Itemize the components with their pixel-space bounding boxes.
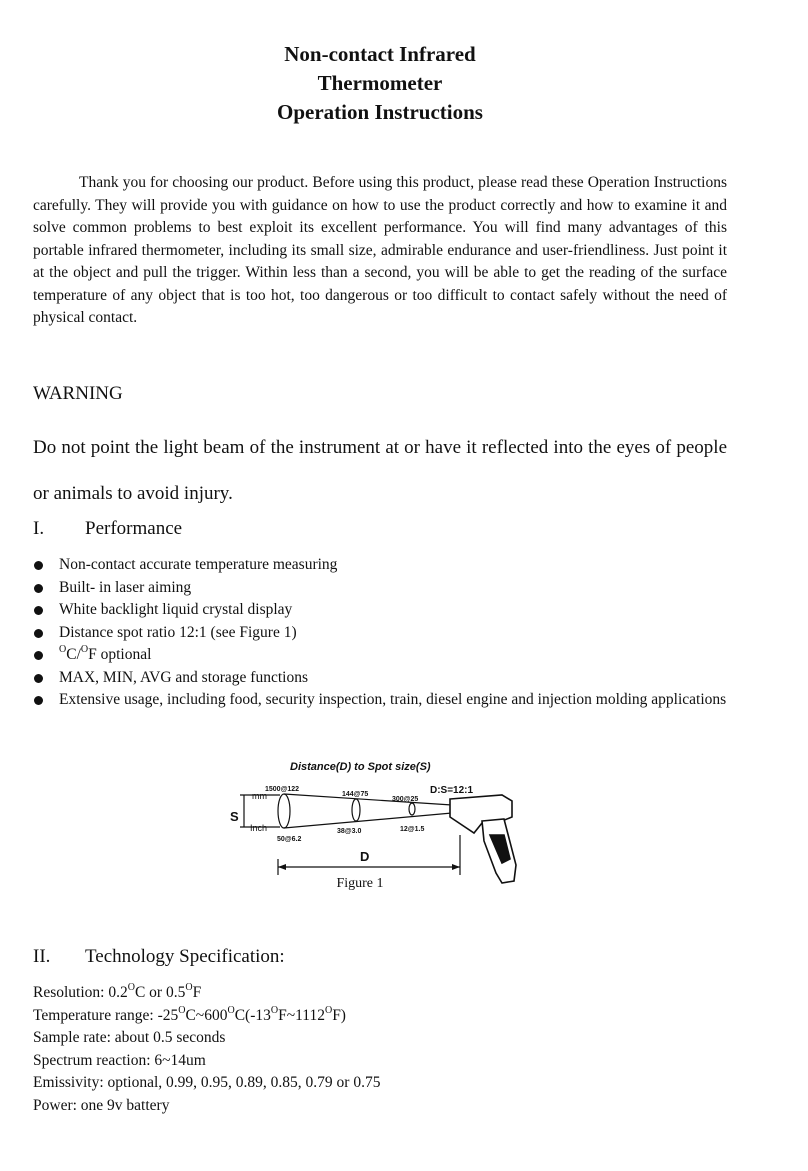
section-1-heading: [33, 518, 182, 540]
list-item: [33, 599, 727, 622]
spec-text: Temperature range: -25: [33, 1006, 179, 1024]
spec-text: F: [192, 984, 202, 1001]
bullet-icon: [34, 651, 43, 660]
warning-heading: WARNING: [33, 383, 123, 404]
unit-mm-label: mm: [252, 791, 267, 801]
spot-size-label: S: [230, 809, 239, 824]
spec-sample-rate: Sample rate: about 0.5 seconds: [33, 1029, 226, 1046]
list-item-text: Distance spot ratio 12:1 (see Figure 1): [59, 623, 297, 641]
top-label-1: 1500@122: [265, 786, 300, 793]
degree-sup: O: [59, 644, 67, 655]
title-line-1: Non-contact Infrared: [284, 42, 476, 66]
list-item-text: White backlight liquid crystal display: [59, 601, 293, 618]
list-item-text: Extensive usage, including food, security inspection, train, diesel engine and injection molding applications: [59, 691, 727, 708]
arrow-left-icon: [278, 864, 286, 870]
spec-resolution: [33, 982, 380, 1005]
spec-text: Resolution: 0.2: [33, 984, 128, 1001]
intro-paragraph: Thank you for choosing our product. Before using this product, please read these Operation Instructions carefully. They will provide you with guidance on how to use the product correctly and how to examine it and solve common problems to best exploit its excellent performance. You will find many advantages of this portable infrared thermometer, including its small size, admirable endurance and user-friendliness. Just point it at the object and pull the trigger. Within less than a second, you will be able to get the reading of the surface temperature of any object that is too hot, too dangerous or too difficult to contact safely without the need of physical contact.: [33, 174, 727, 326]
degree-sup: O: [127, 982, 135, 993]
degree-sup: O: [178, 1004, 186, 1016]
list-item: [33, 644, 727, 667]
section-2-number: II.: [33, 946, 51, 967]
list-item: [33, 622, 727, 645]
title-line-2: Thermometer: [317, 71, 443, 95]
spec-text: C(-13: [234, 1006, 271, 1024]
degree-sup: O: [80, 644, 89, 655]
list-item-text: MAX, MIN, AVG and storage functions: [59, 668, 308, 686]
top-label-2: 144@75: [342, 791, 369, 798]
figure-caption: Figure 1: [336, 876, 384, 891]
bottom-label-2: 38@3.0: [337, 828, 362, 835]
bullet-icon: [34, 584, 43, 593]
unit-f-text: F optional: [88, 646, 152, 663]
list-item: [33, 577, 727, 600]
bottom-label-3: 12@1.5: [400, 826, 425, 833]
section-2-title: Technology Specification:: [85, 946, 285, 967]
section-1-number: I.: [33, 518, 45, 539]
distance-label: D: [360, 849, 370, 864]
ratio-label: D:S=12:1: [430, 785, 474, 796]
unit-inch-label: Inch: [250, 823, 268, 833]
spec-temperature-range: [33, 1005, 380, 1028]
performance-list: [33, 554, 727, 712]
spec-text: F): [332, 1006, 346, 1024]
title-line-3: Operation Instructions: [277, 100, 483, 124]
distance-spot-figure: [220, 755, 540, 895]
specifications-list: [33, 982, 380, 1117]
top-label-3: 300@25: [392, 796, 419, 803]
warning-text: Do not point the light beam of the instrument at or have it reflected into the eyes of people or animals to avoid injury.: [33, 437, 727, 504]
bullet-icon: [34, 629, 43, 638]
degree-sup: O: [324, 1004, 333, 1016]
list-item-text: Built- in laser aiming: [59, 578, 192, 596]
beam-lower-line: [284, 813, 452, 828]
arrow-right-icon: [452, 864, 460, 870]
list-item: [33, 554, 727, 577]
spec-text: C~600: [185, 1006, 228, 1024]
spec-text: F~1112: [278, 1006, 325, 1024]
spec-emissivity: Emissivity: optional, 0.99, 0.95, 0.89, 0.85, 0.79 or 0.75: [33, 1074, 381, 1091]
bottom-label-1: 50@6.2: [277, 836, 302, 843]
document-title: [0, 40, 760, 127]
beam-ellipse-3: [409, 803, 415, 815]
degree-sup: O: [227, 1004, 235, 1016]
section-1-title: Performance: [85, 518, 183, 539]
list-item-text: Non-contact accurate temperature measuring: [59, 556, 338, 573]
bullet-icon: [34, 674, 43, 683]
intro-section: [33, 172, 727, 330]
spec-spectrum: Spectrum reaction: 6~14um: [33, 1051, 206, 1069]
section-2-heading: [33, 946, 285, 968]
degree-sup: O: [185, 982, 193, 993]
bullet-icon: [34, 561, 43, 570]
bullet-icon: [34, 696, 43, 705]
list-item: [33, 689, 727, 712]
degree-sup: O: [270, 1004, 279, 1016]
beam-ellipse-2: [352, 799, 360, 821]
unit-c-text: C/: [66, 646, 81, 663]
spec-power: Power: one 9v battery: [33, 1096, 170, 1114]
bullet-icon: [34, 606, 43, 615]
beam-ellipse-1: [278, 794, 290, 828]
spec-text: C or 0.5: [134, 984, 186, 1001]
list-item: [33, 667, 727, 690]
figure-title: Distance(D) to Spot size(S): [290, 761, 431, 773]
